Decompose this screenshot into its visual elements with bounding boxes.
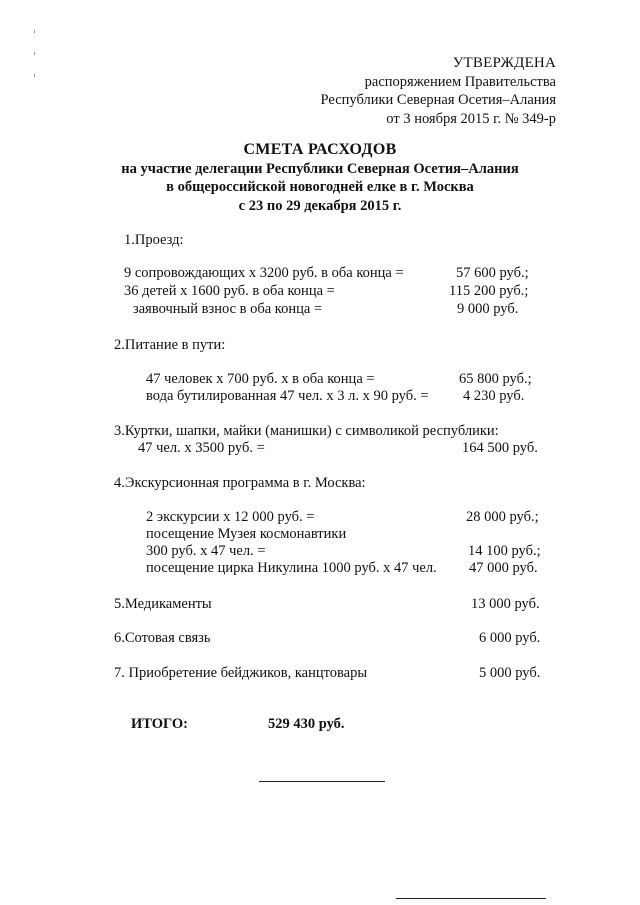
row-desc: вода бутилированная 47 чел. х 3 л. х 90 руб. = (146, 388, 429, 404)
section-heading: 5.Медикаменты (114, 596, 212, 612)
approval-line: Республики Северная Осетия–Алания (320, 92, 556, 108)
row-amount: 4 230 руб. (463, 388, 525, 404)
row-desc: 36 детей х 1600 руб. в оба конца = (124, 283, 335, 299)
section-heading: 2.Питание в пути: (114, 337, 226, 353)
row-amount: 6 000 руб. (479, 630, 541, 646)
section-heading: 7. Приобретение бейджиков, канцтовары (114, 665, 368, 681)
approval-title: УТВЕРЖДЕНА (452, 55, 556, 71)
footer-rule (396, 898, 546, 899)
row-desc: посещение цирка Никулина 1000 руб. х 47 чел. (146, 560, 437, 576)
row-desc: 9 сопровождающих х 3200 руб. в оба конца = (124, 265, 404, 281)
row-amount: 57 600 руб.; (456, 265, 529, 281)
closing-rule (259, 781, 385, 782)
row-amount: 5 000 руб. (479, 665, 541, 681)
scan-speck (34, 30, 35, 33)
row-amount: 28 000 руб.; (466, 509, 539, 525)
section-heading: 4.Экскурсионная программа в г. Москва: (114, 475, 366, 491)
section-heading: 6.Сотовая связь (114, 630, 211, 646)
row-amount: 14 100 руб.; (468, 543, 541, 559)
row-desc: заявочный взнос в оба конца = (133, 301, 323, 317)
row-amount: 47 000 руб. (469, 560, 538, 576)
title-line: в общероссийской новогодней елке в г. Москва (166, 179, 474, 195)
section-heading: 1.Проезд: (124, 232, 184, 248)
row-amount: 115 200 руб.; (449, 283, 529, 299)
approval-line: распоряжением Правительства (364, 73, 556, 90)
row-amount: 13 000 руб. (471, 596, 540, 612)
total-amount: 529 430 руб. (268, 716, 345, 732)
row-desc: 2 экскурсии х 12 000 руб. = (146, 509, 315, 525)
row-desc: 300 руб. х 47 чел. = (146, 543, 266, 559)
scan-speck (34, 52, 35, 55)
row-amount: 65 800 руб.; (459, 371, 532, 387)
total-label: ИТОГО: (131, 716, 189, 732)
approval-date: от 3 ноября 2015 г. № 349-р (386, 110, 556, 127)
row-amount: 164 500 руб. (462, 440, 538, 456)
scan-speck (34, 74, 35, 77)
section-heading: 3.Куртки, шапки, майки (манишки) с символикой республики: (114, 423, 499, 439)
title-dates: с 23 по 29 декабря 2015 г. (238, 197, 402, 214)
title-main: СМЕТА РАСХОДОВ (243, 141, 397, 158)
document-title (0, 141, 640, 215)
row-desc: 47 человек х 700 руб. х в оба конца = (146, 371, 375, 387)
approval-stamp (321, 54, 556, 128)
row-amount: 9 000 руб. (457, 301, 519, 317)
row-desc: 47 чел. х 3500 руб. = (138, 440, 265, 456)
title-line: на участие делегации Республики Северная Осетия–Алания (121, 160, 519, 177)
row-desc: посещение Музея космонавтики (146, 526, 347, 542)
